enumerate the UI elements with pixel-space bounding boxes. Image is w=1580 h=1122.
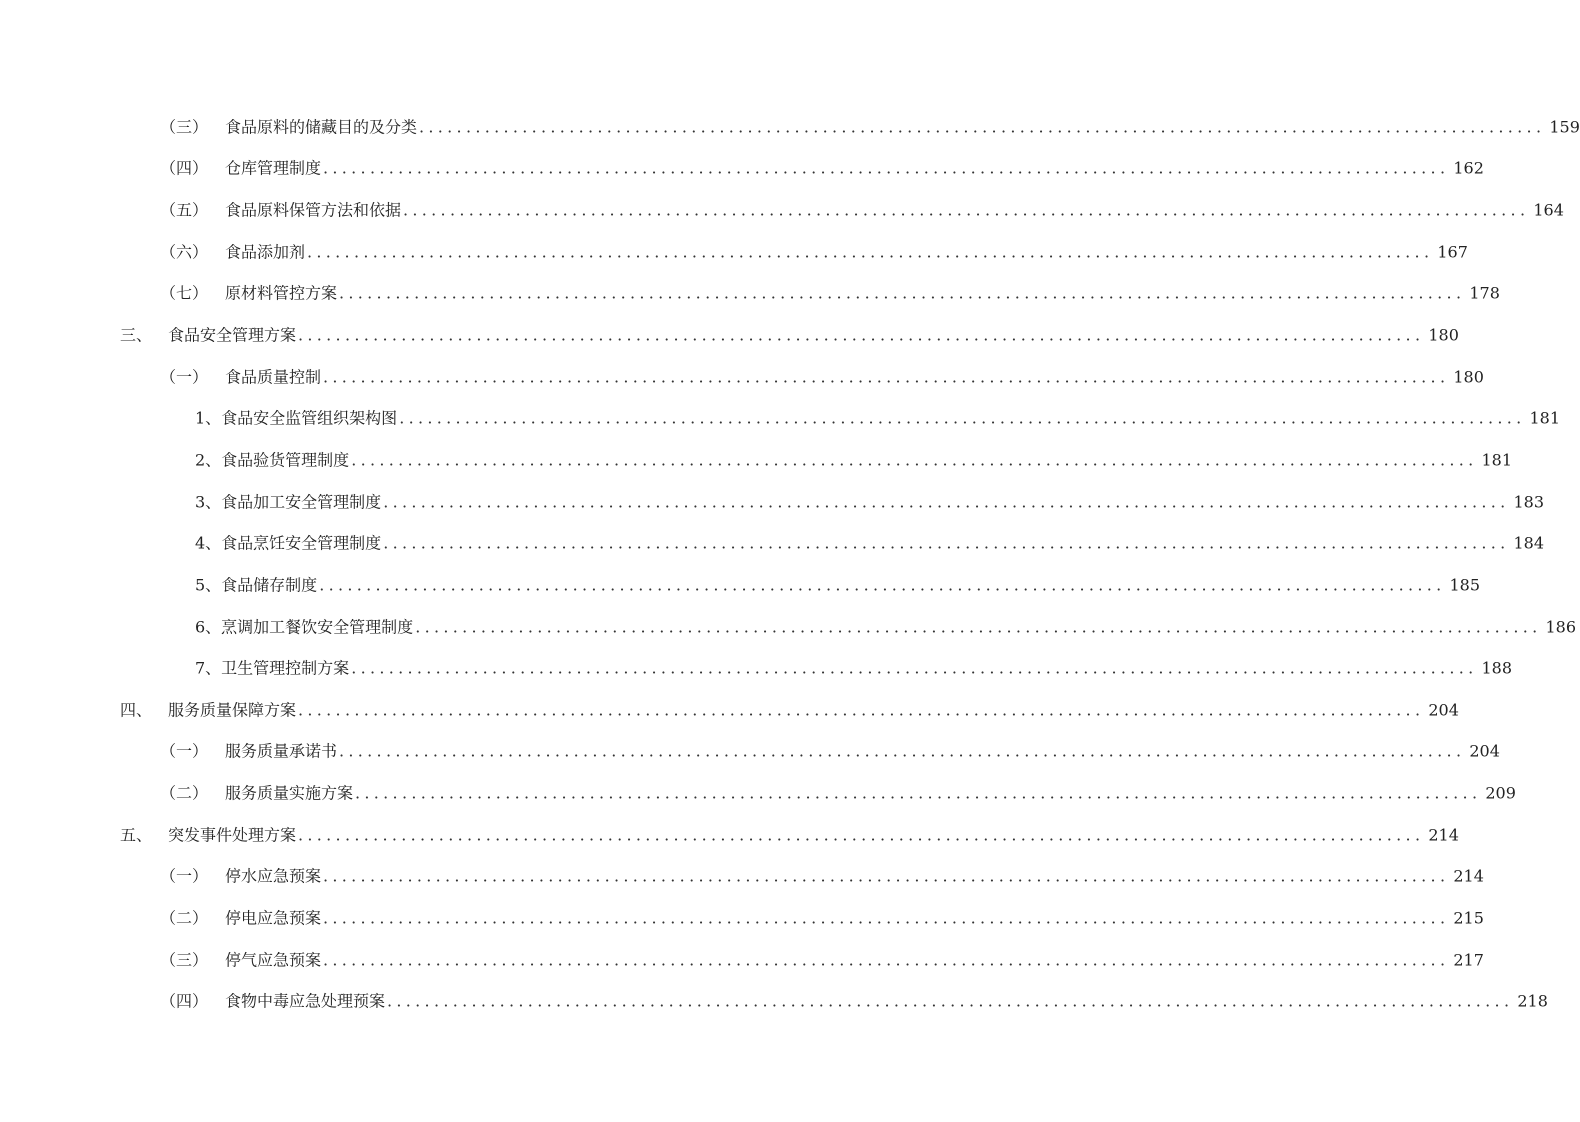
toc-entry-title: 6、烹调加工餐饮安全管理制度 [195,617,414,636]
toc-entry-title: 食品原料保管方法和依据 [225,200,402,220]
toc-entry-page: 180 [1428,325,1459,345]
toc-entry[interactable] [0,521,1545,563]
dot-leader: ........................................................................................................................ [323,158,1450,178]
dot-leader: ........................................................................................................................ [387,991,1514,1011]
toc-entry[interactable] [0,646,1513,688]
toc-entry-page: 217 [1453,950,1484,970]
toc-entry-title: 停电应急预案 [225,908,322,928]
toc-entry[interactable] [0,272,1500,314]
toc-entry-title: 仓库管理制度 [225,158,322,178]
toc-entry-title: 2、食品验货管理制度 [195,450,350,470]
toc-entry-page: 181 [1529,408,1561,428]
toc-entry-number: （二） [160,908,209,928]
toc-entry-number: 四、 [120,700,153,720]
toc-entry-title: 1、食品安全监管组织架构图 [195,408,398,428]
toc-entry-page: 215 [1453,908,1484,928]
toc-entry[interactable] [0,813,1459,855]
dot-leader: ........................................................................................................................ [298,825,1425,845]
toc-entry-title: 服务质量实施方案 [225,783,354,803]
dot-leader: ........................................................................................................................ [307,242,1434,262]
toc-entry-number: （六） [160,242,209,262]
toc-entry-page: 214 [1453,866,1484,886]
toc-entry-page: 180 [1453,367,1484,387]
toc-entry-page: 183 [1513,492,1545,512]
toc-entry[interactable] [0,396,1561,438]
toc-entry[interactable] [0,355,1484,397]
toc-entry[interactable] [0,105,1580,147]
dot-leader: ........................................................................................................................ [323,950,1450,970]
toc-entry[interactable] [0,771,1516,813]
toc-entry-title: 食品质量控制 [225,367,322,387]
toc-entry[interactable] [0,230,1468,272]
toc-entry-number: （一） [160,367,209,387]
toc-entry-title: 食物中毒应急处理预案 [225,991,386,1011]
dot-leader: ........................................................................................................................ [298,325,1425,345]
toc-entry[interactable] [0,979,1548,1021]
toc-entry-title: 食品原料的储藏目的及分类 [225,117,418,137]
toc-entry[interactable] [0,480,1545,522]
toc-entry-page: 178 [1469,283,1500,303]
toc-entry-page: 164 [1533,200,1564,220]
toc-entry-page: 159 [1549,117,1580,137]
toc-entry[interactable] [0,605,1577,647]
dot-leader: ........................................................................................................................ [351,450,1478,470]
dot-leader: ........................................................................................................................ [323,908,1450,928]
toc-entry-number: （二） [160,783,209,803]
toc-entry-number: （四） [160,991,209,1011]
toc-entry-page: 186 [1545,617,1577,636]
toc-entry-number: （一） [160,741,209,761]
toc-entry-title: 突发事件处理方案 [168,825,297,845]
toc-entry-page: 218 [1517,991,1548,1011]
toc-entry-title: 停水应急预案 [225,866,322,886]
toc-entry-page: 185 [1449,575,1481,595]
dot-leader: ........................................................................................................................ [298,700,1425,720]
toc-entry-title: 食品安全管理方案 [168,325,297,345]
dot-leader: ........................................................................................................................ [355,783,1482,803]
toc-entry-page: 167 [1437,242,1468,262]
toc-entry-page: 209 [1485,783,1516,803]
toc-entry[interactable] [0,730,1500,772]
toc-entry-number: （一） [160,866,209,886]
toc-entry-number: 三、 [120,325,153,345]
toc-entry-title: 7、卫生管理控制方案 [195,658,350,678]
toc-entry[interactable] [0,688,1459,730]
toc-entry-title: 食品添加剂 [225,242,306,262]
toc-entry-page: 188 [1481,658,1513,678]
dot-leader: ........................................................................................................................ [339,283,1466,303]
toc-entry-page: 184 [1513,533,1545,553]
dot-leader: ........................................................................................................................ [415,617,1542,636]
dot-leader: ........................................................................................................................ [323,866,1450,886]
toc-entry-page: 204 [1428,700,1459,720]
toc-entry[interactable] [0,188,1564,230]
dot-leader: ........................................................................................................................ [419,117,1546,137]
toc-entry-number: （三） [160,117,209,137]
toc-entry-number: （四） [160,158,209,178]
toc-entry-title: 3、食品加工安全管理制度 [195,492,382,512]
dot-leader: ........................................................................................................................ [319,575,1446,595]
dot-leader: ........................................................................................................................ [339,741,1466,761]
dot-leader: ........................................................................................................................ [351,658,1478,678]
toc-entry-number: （三） [160,950,209,970]
dot-leader: ........................................................................................................................ [323,367,1450,387]
toc-entry-title: 服务质量承诺书 [225,741,338,761]
table-of-contents [0,105,1580,1021]
toc-entry-number: 五、 [120,825,153,845]
toc-entry[interactable] [0,147,1484,189]
toc-entry-page: 181 [1481,450,1513,470]
toc-entry[interactable] [0,896,1484,938]
toc-entry-title: 停气应急预案 [225,950,322,970]
dot-leader: ........................................................................................................................ [383,533,1510,553]
toc-entry-title: 服务质量保障方案 [168,700,297,720]
toc-entry[interactable] [0,938,1484,980]
toc-entry[interactable] [0,855,1484,897]
toc-entry-title: 原材料管控方案 [225,283,338,303]
toc-entry-page: 214 [1428,825,1459,845]
toc-entry-number: （七） [160,283,209,303]
dot-leader: ........................................................................................................................ [403,200,1530,220]
toc-entry-title: 4、食品烹饪安全管理制度 [195,533,382,553]
toc-entry-title: 5、食品储存制度 [195,575,318,595]
toc-entry-number: （五） [160,200,209,220]
toc-entry[interactable] [0,438,1513,480]
toc-entry-page: 204 [1469,741,1500,761]
dot-leader: ........................................................................................................................ [383,492,1510,512]
toc-entry[interactable] [0,313,1459,355]
toc-entry-page: 162 [1453,158,1484,178]
toc-entry[interactable] [0,563,1481,605]
dot-leader: ........................................................................................................................ [399,408,1526,428]
